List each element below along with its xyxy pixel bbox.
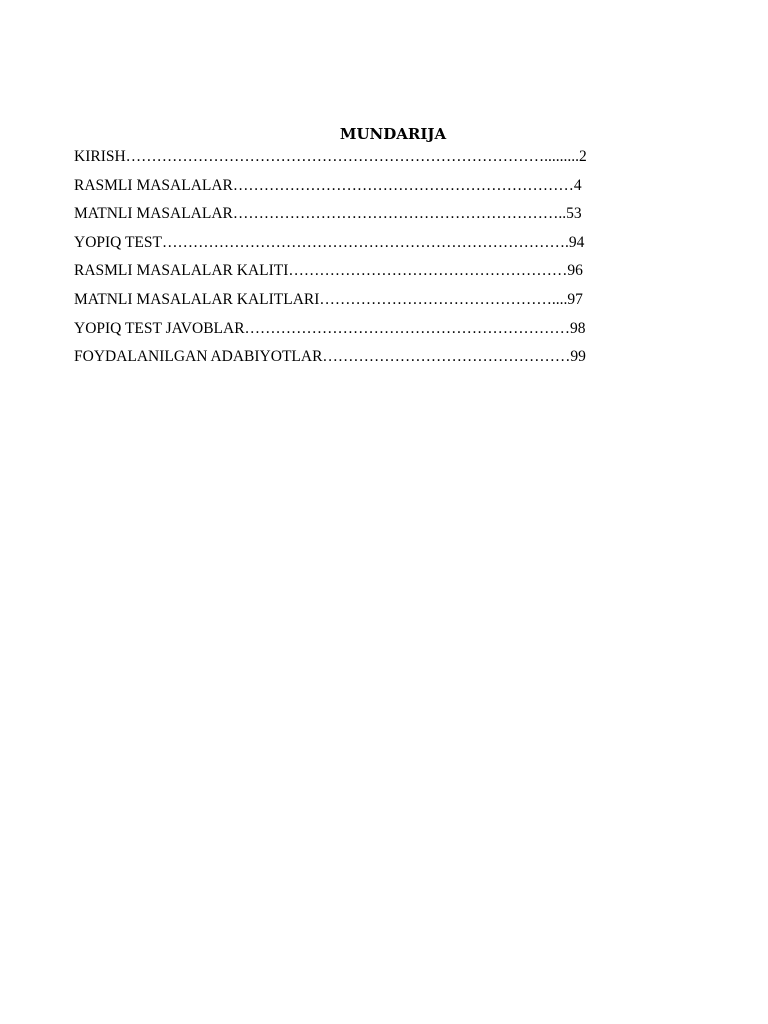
- toc-entry-yopiq-test: YOPIQ TEST…………………………………………………………………….94: [74, 233, 585, 251]
- toc-entry-kirish: KIRISH……………………………………………………………………….........2: [74, 148, 587, 165]
- toc-entry-rasmli-masalalar-kaliti: RASMLI MASALALAR KALITI………………………………………………96: [74, 262, 583, 280]
- toc-entry-foydalanilgan-adabiyotlar: FOYDALANILGAN ADABIYOTLAR…………………………………………99: [74, 348, 586, 366]
- toc-entry-rasmli-masalalar: RASMLI MASALALAR…………………………………………………………4: [74, 176, 582, 194]
- toc-entry-matnli-masalalar: MATNLI MASALALAR………………………………………………………..53: [74, 205, 582, 223]
- toc-title: MUNDARIJA: [339, 125, 447, 143]
- toc-entry-matnli-masalalar-kalitlari: MATNLI MASALALAR KALITLARI………………………………………....97: [74, 290, 583, 308]
- toc-entry-yopiq-test-javoblar: YOPIQ TEST JAVOBLAR………………………………………………………98: [74, 319, 586, 337]
- table-of-contents: [74, 145, 674, 374]
